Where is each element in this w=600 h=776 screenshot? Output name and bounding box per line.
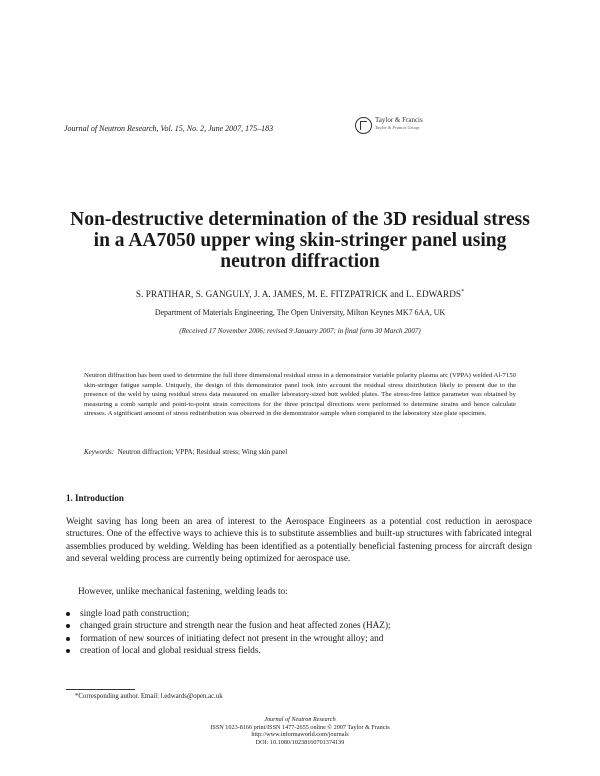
bullet-icon: [66, 612, 70, 616]
page-footer: [200, 716, 400, 747]
publisher-name: Taylor & Francis: [375, 116, 423, 124]
bullet-item: creation of local and global residual stress fields.: [66, 645, 536, 657]
section-heading-introduction: 1. Introduction: [66, 493, 124, 503]
author-names: S. PRATIHAR, S. GANGULY, J. A. JAMES, M. E. FITZPATRICK and L. EDWARDS: [135, 289, 462, 300]
keywords: [84, 448, 516, 456]
bullet-item: changed grain structure and strength near the fusion and heat affected zones (HAZ);: [66, 620, 536, 632]
bullet-icon: [66, 624, 70, 628]
keywords-list: Neutron diffraction; VPPA; Residual stress; Wing skin panel: [117, 448, 288, 456]
intro-paragraph: Weight saving has long been an area of interest to the Aerospace Engineers as a potential cost reduction in aerospace structures. One of the effective ways to achieve this is to substitute assemblies and built-up structures with fabricated integral assemblies produced by welding. Welding has been identified as a potentially beneficial fastening process for aircraft design and several welding process are currently being optimized for aerospace use.: [66, 517, 532, 565]
footer-doi: DOI: 10.1080/10238160701374139: [255, 739, 345, 747]
bullet-item: single load path construction;: [66, 608, 536, 620]
bullet-icon: [66, 637, 70, 641]
footer-journal: Journal of Neutron Research: [264, 716, 336, 723]
article-title: Non-destructive determination of the 3D residual stress in a AA7050 upper wing skin-stringer panel using neutron diffraction: [70, 209, 530, 272]
affiliation: Department of Materials Engineering, The Open University, Milton Keynes MK7 6AA, UK: [154, 308, 446, 317]
corresponding-author-footnote: *Corresponding author. Email: l.edwards@open.ac.uk: [75, 693, 223, 700]
intro-lead-sentence: However, unlike mechanical fastening, welding leads to:: [78, 587, 288, 597]
publisher-subname: Taylor & Francis Group: [375, 125, 420, 130]
received-dates: (Received 17 November 2006; revised 9 January 2007; in final form 30 March 2007): [179, 327, 421, 335]
publisher-emblem-icon: [355, 117, 372, 134]
author-list: [60, 289, 540, 299]
bullet-item: formation of new sources of initiating defect not present in the wrought alloy; and: [66, 633, 536, 645]
footer-url[interactable]: http://www.informaworld.com/journals: [251, 731, 349, 739]
bullet-list: [66, 608, 536, 657]
keywords-label: Keywords:: [84, 448, 115, 456]
bullet-icon: [66, 649, 70, 653]
running-header-citation: Journal of Neutron Research, Vol. 15, No. 2, June 2007, 175–183: [64, 124, 274, 133]
corresponding-author-mark: *: [461, 289, 465, 295]
footnote-divider: [66, 689, 135, 690]
abstract: Neutron diffraction has been used to determine the full three dimensional residual stress in a demonstrator variable polarity plasma arc (VPPA) welded Al-7150 skin-stringer fatigue sample. Uniquely, the design of this demonstrator panel took into account the residual stress distribution likely to present due to the presence of the weld by using residual stress data measured on smaller laboratory-sized butt welded plates. The stress-free lattice parameter was obtained by measuring a comb sample and point-to-point strain corrections for the three principal directions were performed to determine strains and hence calculate stresses. A significant amount of stress redistribution was observed in the demonstrator sample when compared to the laboratory size plate specimen.: [84, 372, 516, 417]
footer-issn: ISSN 1023-8166 print/ISSN 1477-2655 online © 2007 Taylor & Francis: [210, 723, 390, 731]
publisher-logo: [355, 116, 435, 138]
